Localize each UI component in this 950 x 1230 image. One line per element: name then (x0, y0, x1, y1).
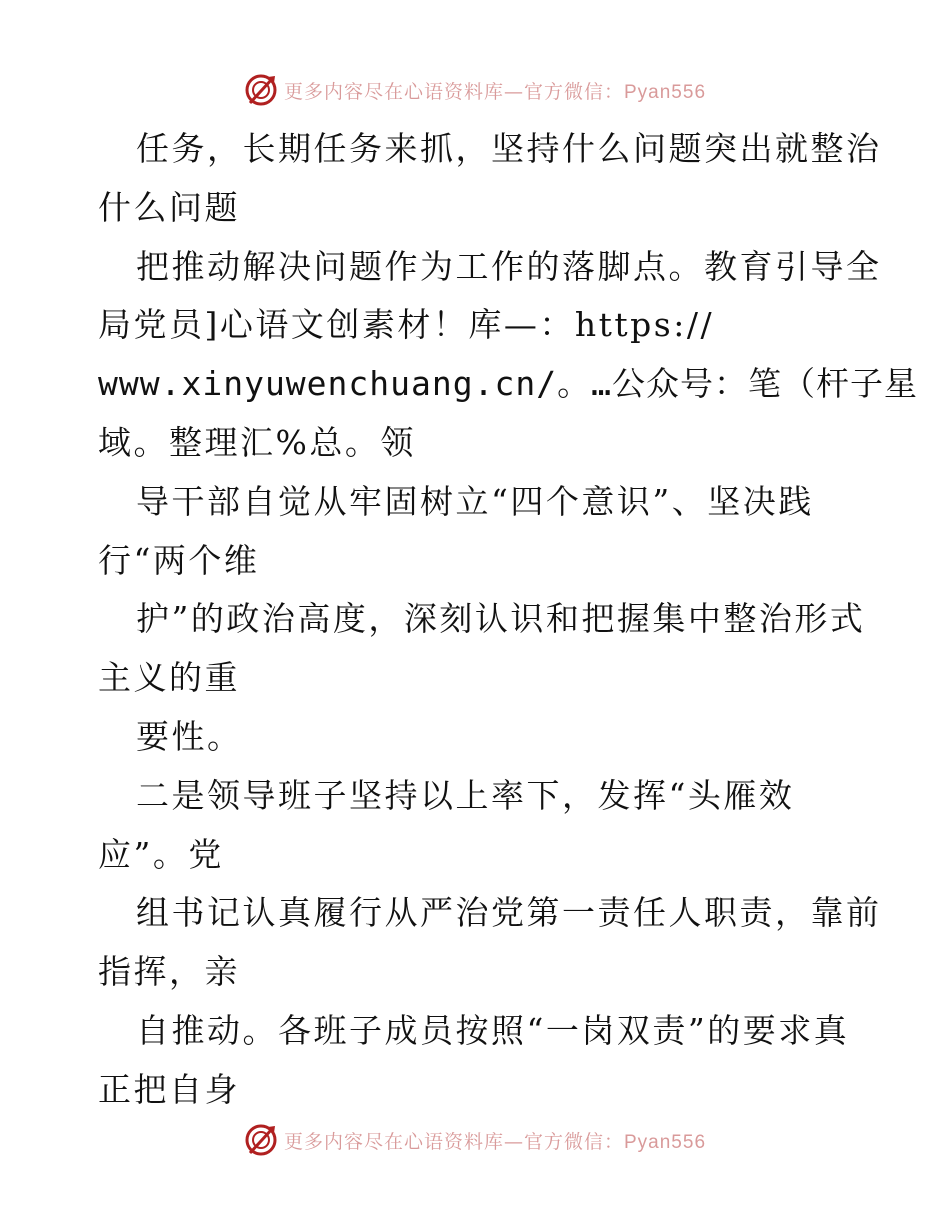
seal-logo-icon (244, 73, 278, 107)
text-line: 行“两个维 (98, 540, 260, 580)
watermark-wechat-id: Pyan556 (624, 81, 707, 103)
text-line: 自推动。各班子成员按照“一岗双责”的要求真 (136, 1010, 850, 1050)
text-line: 局党员]心语文创素材！库—：https:// (98, 305, 715, 345)
text-line: 组书记认真履行从严治党第一责任人职责，靠前 (136, 893, 882, 933)
document-body (98, 120, 918, 1120)
text-line: 域。整理汇%总。领 (98, 422, 416, 462)
watermark-text: 更多内容尽在心语资料库—官方微信：Pyan556 (283, 1130, 707, 1153)
text-line: 任务，长期任务来抓，坚持什么问题突出就整治 (136, 129, 882, 168)
text-line: 要性。 (136, 716, 243, 756)
text-line: 导干部自觉从牢固树立“四个意识”、坚决践 (136, 481, 814, 521)
text-line: 主义的重 (98, 658, 240, 698)
header-watermark (0, 70, 950, 110)
text-line: 正把自身 (98, 1069, 240, 1109)
text-line: 什么问题 (98, 187, 240, 227)
watermark-text: 更多内容尽在心语资料库—官方微信：Pyan556 (283, 80, 707, 103)
footer-watermark (0, 1120, 950, 1160)
seal-logo-icon (244, 1123, 278, 1157)
watermark-wechat-id: Pyan556 (624, 1131, 707, 1153)
text-line: 护”的政治高度，深刻认识和把握集中整治形式 (136, 599, 866, 639)
text-line: 把推动解决问题作为工作的落脚点。教育引导全 (136, 246, 882, 286)
text-line: 应”。党 (98, 834, 224, 874)
text-line: www.xinyuwenchuang.cn/。…公众号：笔（杆子星 (98, 364, 918, 404)
text-line: 指挥，亲 (98, 952, 240, 992)
text-line: 二是领导班子坚持以上率下，发挥“头雁效 (136, 775, 795, 815)
